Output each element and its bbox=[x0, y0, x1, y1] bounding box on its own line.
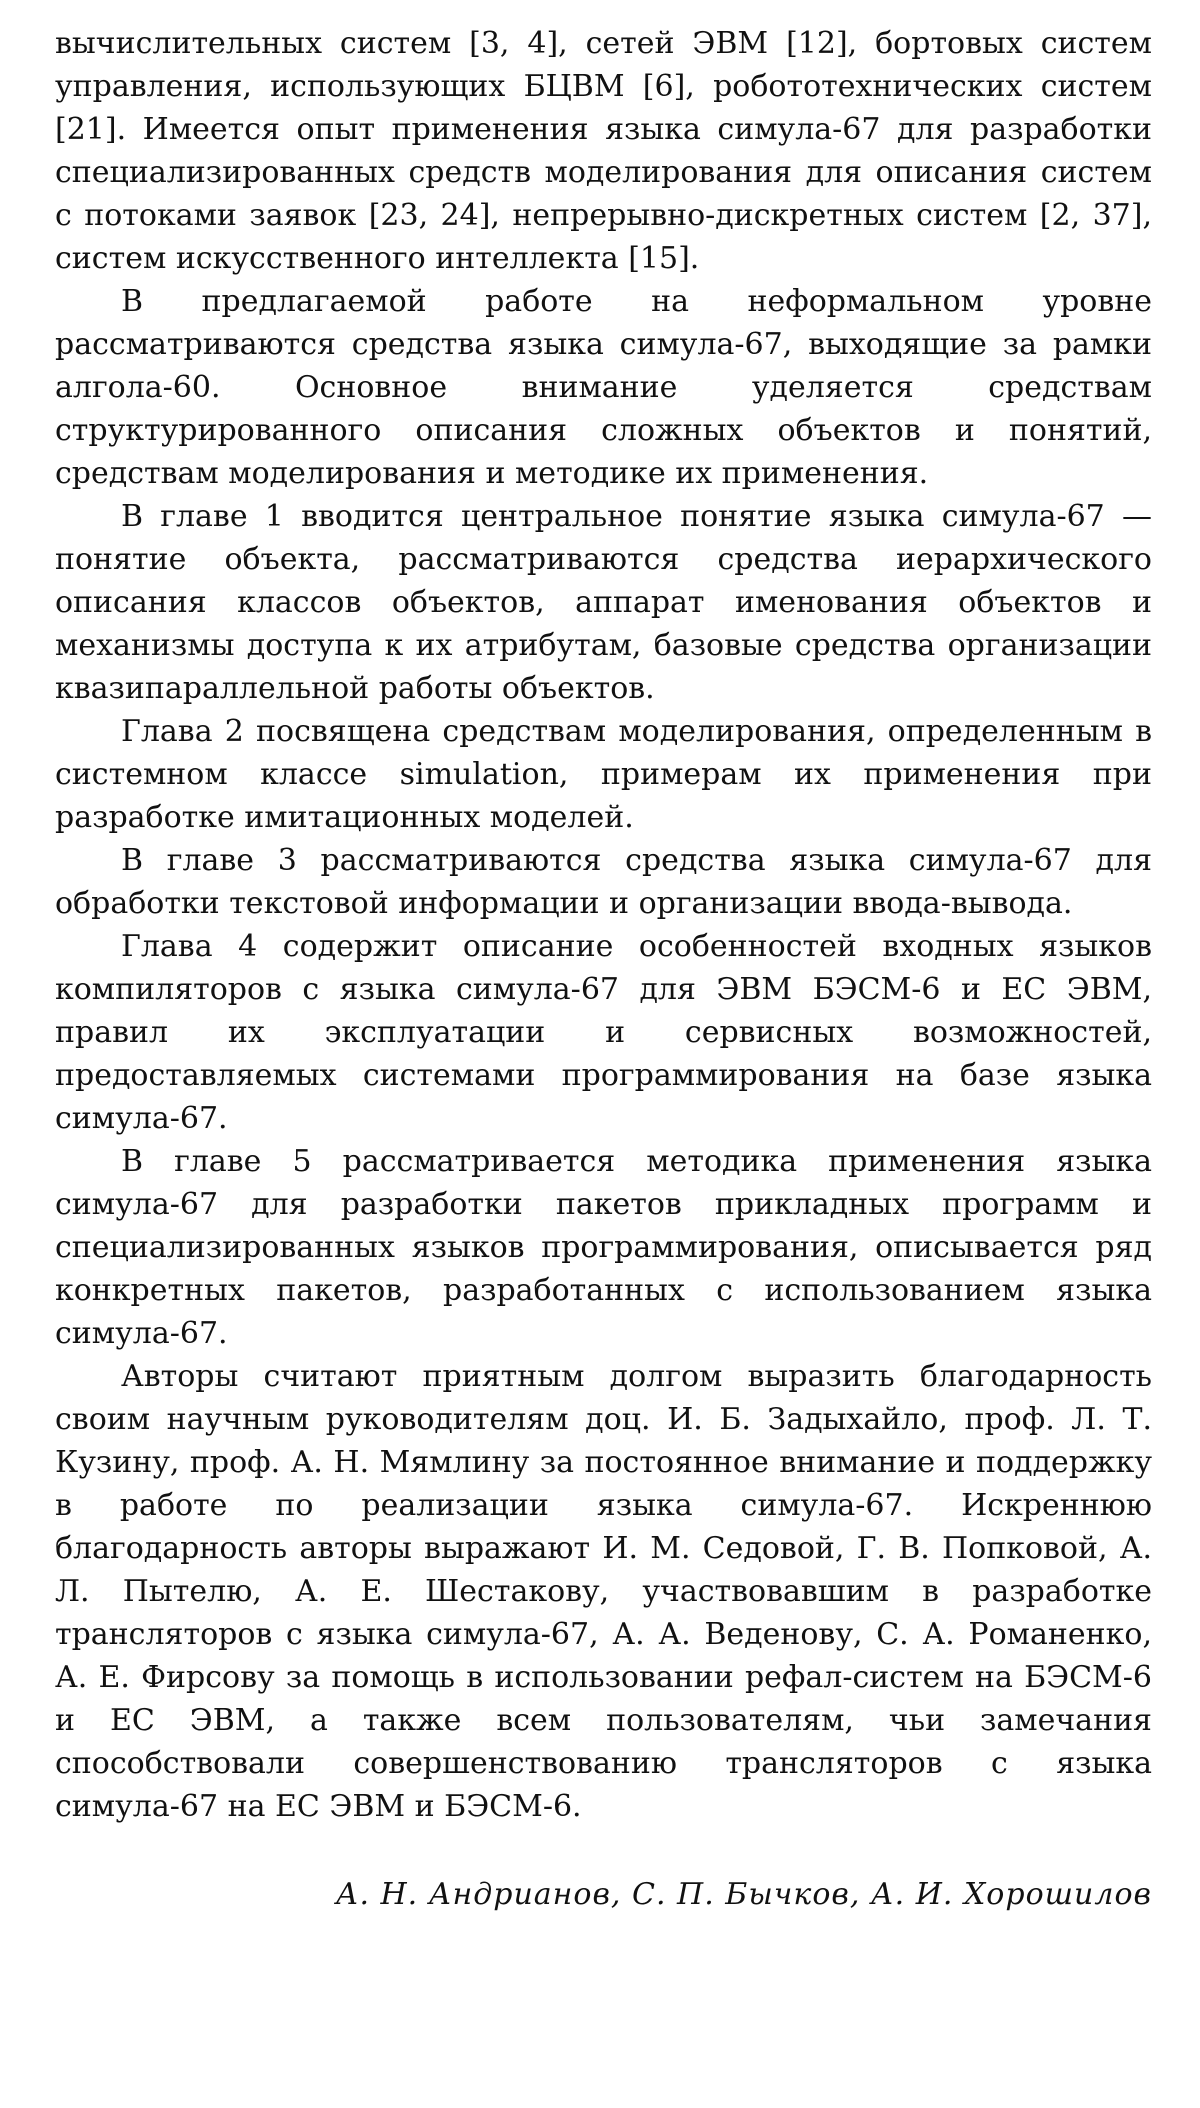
document-page bbox=[55, 22, 1152, 1946]
paragraph-chapter-1: В главе 1 вводится центральное понятие языка симула-67 — понятие объекта, рассматриваются средства иерархического описания классов объектов, аппарат именования объектов и механизмы доступа к их атрибутам, базовые средства организации квазипараллельной работы объектов. bbox=[55, 499, 1152, 706]
paragraph-chapter-4: Глава 4 содержит описание особенностей входных языков компиляторов с языка симула-67 для ЭВМ БЭСМ-6 и ЕС ЭВМ, правил их эксплуатации и сервисных возможностей, предоставляемых системами программирования на базе языка симула-67. bbox=[55, 929, 1152, 1136]
paragraph-scope: В предлагаемой работе на неформальном уровне рассматриваются средства языка симула-67, выходящие за рамки алгола-60. Основное внимание уделяется средствам структурированного описания сложных объектов и понятий, средствам моделирования и методике их применения. bbox=[55, 284, 1152, 491]
paragraph-acknowledgements: Авторы считают приятным долгом выразить благодарность своим научным руководителям доц. И. Б. Задыхайло, проф. Л. Т. Кузину, проф. А. Н. Мямлину за постоянное внимание и поддержку в работе по реализации языка симула-67. Искреннюю благодарность авторы выражают И. М. Седовой, Г. В. Попковой, А. Л. Пытелю, А. Е. Шестакову, участвовавшим в разработке трансляторов с языка симула-67, А. А. Веденову, С. А. Романенко, А. Е. Фирсову за помощь в использовании рефал-систем на БЭСМ-6 и ЕС ЭВМ, а также всем пользователям, чьи замечания способствовали совершенствованию трансляторов с языка симула-67 на ЕС ЭВМ и БЭСМ-6. bbox=[55, 1359, 1152, 1824]
authors-signature: А. Н. Андрианов, С. П. Бычков, А. И. Хорошилов bbox=[335, 1877, 1152, 1912]
paragraph-chapter-5: В главе 5 рассматривается методика применения языка симула-67 для разработки пакетов прикладных программ и специализированных языков программирования, описывается ряд конкретных пакетов, разработанных с использованием языка симула-67. bbox=[55, 1144, 1152, 1351]
paragraph-chapter-2: Глава 2 посвящена средствам моделирования, определенным в системном классе simulation, примерам их применения при разработке имитационных моделей. bbox=[55, 714, 1152, 835]
paragraph-chapter-3: В главе 3 рассматриваются средства языка симула-67 для обработки текстовой информации и организации ввода-вывода. bbox=[55, 843, 1152, 921]
paragraph-continuation: вычислительных систем [3, 4], сетей ЭВМ [12], бортовых систем управления, использующих БЦВМ [6], робототехнических систем [21]. Имеется опыт применения языка симула-67 для разработки специализированных средств моделирования для описания систем с потоками заявок [23, 24], непрерывно-дискретных систем [2, 37], систем искусственного интеллекта [15]. bbox=[55, 26, 1152, 276]
